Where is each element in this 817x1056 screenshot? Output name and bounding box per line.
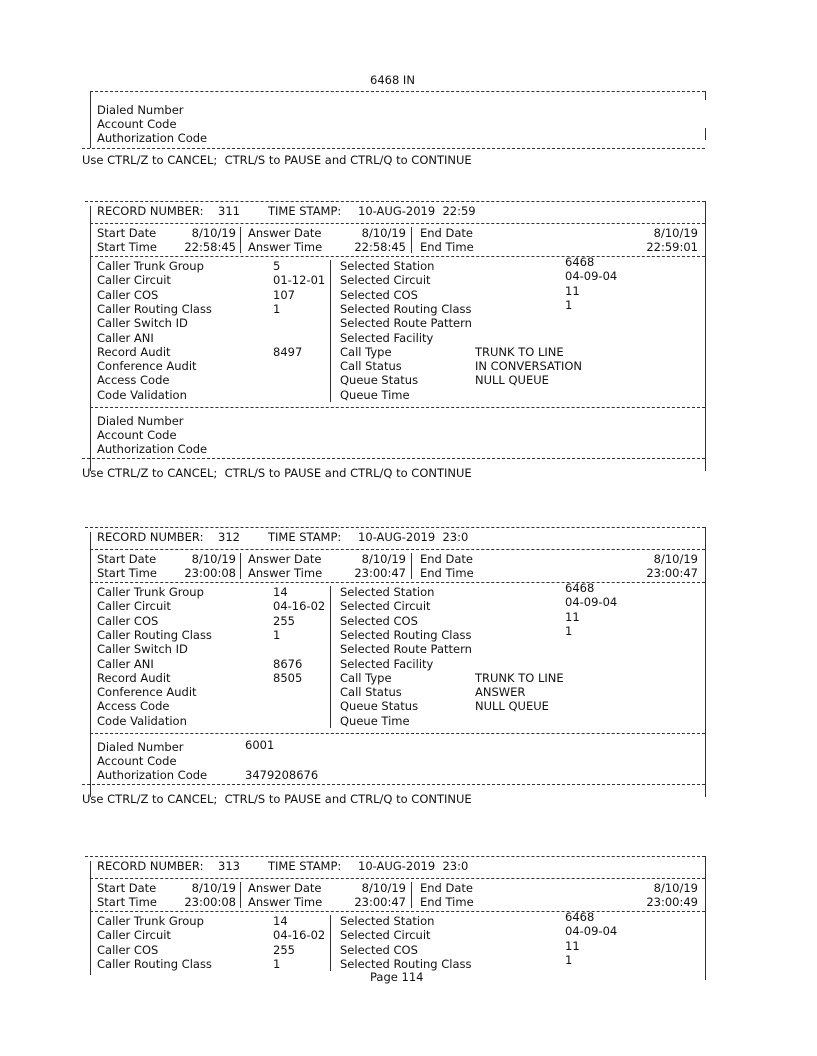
caller-field-label: Record Audit <box>97 670 171 685</box>
end-time: 23:00:47 <box>646 566 698 580</box>
border <box>240 882 241 908</box>
authorization-code: 3479208676 <box>245 768 319 782</box>
selected-field-value: NULL QUEUE <box>475 699 549 714</box>
authorization-code-label: Authorization Code <box>97 131 208 145</box>
border <box>705 856 706 980</box>
caller-field-value: 14 <box>273 585 288 599</box>
end-time-label: End Time <box>420 240 474 254</box>
divider <box>85 201 705 202</box>
start-time-label: Start Time <box>97 895 157 909</box>
selected-field-value: NULL QUEUE <box>475 373 549 388</box>
record-number-label: RECORD NUMBER: <box>97 859 204 873</box>
caller-field-label: Caller Circuit <box>97 928 171 943</box>
ctrl-hint: Use CTRL/Z to CANCEL; CTRL/S to PAUSE and CTRL/Q to CONTINUE <box>82 466 472 480</box>
account-code-label: Account Code <box>97 428 177 442</box>
end-date-label: End Date <box>420 881 473 895</box>
border <box>240 553 241 579</box>
caller-field-label: Caller Trunk Group <box>97 914 204 928</box>
selected-field-label: Call Type <box>340 344 392 359</box>
caller-field-value: 255 <box>273 942 295 957</box>
caller-field-value: 04-16-02 <box>273 599 326 614</box>
answer-date: 8/10/19 <box>361 552 406 566</box>
divider <box>85 856 705 857</box>
border <box>705 128 706 140</box>
selected-field-value: IN CONVERSATION <box>475 359 583 374</box>
caller-field-value: 8497 <box>273 344 303 359</box>
answer-time-label: Answer Time <box>248 566 323 580</box>
caller-field-value: 107 <box>273 287 295 302</box>
selected-field-value: ANSWER <box>475 685 526 700</box>
end-time: 22:59:01 <box>646 240 698 254</box>
caller-field-label: Caller Routing Class <box>97 956 212 971</box>
start-time: 23:00:08 <box>184 566 236 580</box>
caller-field-value: 8676 <box>273 656 303 671</box>
caller-field-value: 1 <box>273 956 281 971</box>
divider <box>90 549 705 550</box>
caller-field-label: Caller Circuit <box>97 599 171 614</box>
selected-field-label: Selected Station <box>340 259 435 273</box>
caller-field-value: 14 <box>273 914 288 928</box>
end-date-label: End Date <box>420 226 473 240</box>
selected-field-value: 04-09-04 <box>565 269 618 284</box>
end-date-label: End Date <box>420 552 473 566</box>
end-date: 8/10/19 <box>653 552 698 566</box>
answer-time: 22:58:45 <box>354 240 406 254</box>
account-code-label: Account Code <box>97 117 177 131</box>
start-time: 22:58:45 <box>184 240 236 254</box>
divider <box>82 784 705 785</box>
caller-field-label: Access Code <box>97 373 170 388</box>
dialed-number-label: Dialed Number <box>97 740 184 754</box>
page-header: 6468 IN <box>370 73 415 87</box>
time-stamp-label: TIME STAMP: <box>268 204 342 218</box>
caller-field-label: Caller ANI <box>97 330 154 345</box>
start-date: 8/10/19 <box>191 226 236 240</box>
border <box>705 91 706 100</box>
divider <box>90 407 705 408</box>
border <box>90 532 91 797</box>
caller-field-label: Caller Circuit <box>97 273 171 288</box>
selected-field-value: 04-09-04 <box>565 924 618 939</box>
border <box>705 201 706 471</box>
caller-field-label: Caller Routing Class <box>97 627 212 642</box>
caller-field-label: Caller Trunk Group <box>97 585 204 599</box>
caller-field-label: Caller COS <box>97 613 159 628</box>
selected-field-label: Selected Station <box>340 585 435 599</box>
page-number: Page 114 <box>370 970 424 984</box>
caller-field-label: Caller Switch ID <box>97 642 188 657</box>
authorization-code-label: Authorization Code <box>97 442 208 456</box>
answer-date-label: Answer Date <box>248 552 322 566</box>
selected-field-label: Call Status <box>340 359 402 374</box>
caller-field-label: Caller COS <box>97 942 159 957</box>
record-number: 312 <box>218 530 240 544</box>
start-date-label: Start Date <box>97 552 157 566</box>
answer-date-label: Answer Date <box>248 226 322 240</box>
selected-field-value: 1 <box>565 297 573 312</box>
selected-field-value: 6468 <box>565 581 595 595</box>
selected-field-label: Call Type <box>340 670 392 685</box>
caller-field-value: 04-16-02 <box>273 928 326 943</box>
selected-field-label: Selected Route Pattern <box>340 642 472 657</box>
caller-field-value: 8505 <box>273 670 303 685</box>
answer-date: 8/10/19 <box>361 226 406 240</box>
time-stamp: 10-AUG-2019 23:0 <box>358 859 469 873</box>
dialed-number-label: Dialed Number <box>97 103 184 117</box>
start-date-label: Start Date <box>97 226 157 240</box>
selected-field-value: 11 <box>565 283 580 298</box>
divider <box>85 527 705 528</box>
selected-field-label: Selected COS <box>340 613 418 628</box>
authorization-code-label: Authorization Code <box>97 768 208 782</box>
border <box>90 91 91 148</box>
selected-field-value: TRUNK TO LINE <box>475 670 564 685</box>
caller-field-label: Caller ANI <box>97 656 154 671</box>
caller-field-label: Caller Switch ID <box>97 316 188 331</box>
selected-field-label: Selected Routing Class <box>340 627 472 642</box>
border <box>330 915 331 971</box>
caller-field-label: Caller Trunk Group <box>97 259 204 273</box>
selected-field-label: Queue Time <box>340 713 410 728</box>
caller-field-value: 255 <box>273 613 295 628</box>
selected-field-value: 11 <box>565 609 580 624</box>
selected-field-label: Selected Facility <box>340 330 434 345</box>
divider <box>90 582 705 583</box>
border <box>330 586 331 728</box>
answer-date: 8/10/19 <box>361 881 406 895</box>
divider <box>90 91 705 92</box>
selected-field-value: 1 <box>565 952 573 967</box>
caller-field-label: Caller COS <box>97 287 159 302</box>
selected-field-label: Selected Circuit <box>340 273 431 288</box>
caller-field-label: Access Code <box>97 699 170 714</box>
caller-field-label: Caller Routing Class <box>97 301 212 316</box>
divider <box>82 458 705 459</box>
divider <box>90 223 705 224</box>
selected-field-label: Selected Routing Class <box>340 301 472 316</box>
record-number-label: RECORD NUMBER: <box>97 204 204 218</box>
start-date: 8/10/19 <box>191 552 236 566</box>
account-code-label: Account Code <box>97 754 177 768</box>
dialed-number: 6001 <box>245 738 275 752</box>
start-time-label: Start Time <box>97 240 157 254</box>
border <box>411 553 412 579</box>
border <box>411 882 412 908</box>
end-time-label: End Time <box>420 566 474 580</box>
selected-field-value: TRUNK TO LINE <box>475 344 564 359</box>
ctrl-hint: Use CTRL/Z to CANCEL; CTRL/S to PAUSE and CTRL/Q to CONTINUE <box>82 792 472 806</box>
dialed-number-label: Dialed Number <box>97 414 184 428</box>
selected-field-label: Call Status <box>340 685 402 700</box>
selected-field-label: Selected COS <box>340 287 418 302</box>
caller-field-value: 1 <box>273 301 281 316</box>
selected-field-label: Queue Status <box>340 373 419 388</box>
caller-field-label: Conference Audit <box>97 685 197 700</box>
time-stamp-label: TIME STAMP: <box>268 859 342 873</box>
end-date: 8/10/19 <box>653 881 698 895</box>
divider <box>90 878 705 879</box>
record-number-label: RECORD NUMBER: <box>97 530 204 544</box>
caller-field-label: Code Validation <box>97 387 187 402</box>
selected-field-value: 11 <box>565 938 580 953</box>
caller-field-value: 5 <box>273 259 281 273</box>
border <box>240 227 241 253</box>
selected-field-label: Selected Circuit <box>340 928 431 943</box>
caller-field-value: 1 <box>273 627 281 642</box>
divider <box>82 148 705 149</box>
selected-field-label: Queue Status <box>340 699 419 714</box>
answer-time: 23:00:47 <box>354 895 406 909</box>
divider <box>90 256 705 257</box>
caller-field-label: Conference Audit <box>97 359 197 374</box>
divider <box>90 911 705 912</box>
end-time: 23:00:49 <box>646 895 698 909</box>
answer-date-label: Answer Date <box>248 881 322 895</box>
selected-field-value: 1 <box>565 623 573 638</box>
end-time-label: End Time <box>420 895 474 909</box>
selected-field-label: Queue Time <box>340 387 410 402</box>
record-number: 311 <box>218 204 240 218</box>
selected-field-label: Selected COS <box>340 942 418 957</box>
time-stamp: 10-AUG-2019 22:59 <box>358 204 476 218</box>
start-date-label: Start Date <box>97 881 157 895</box>
selected-field-label: Selected Circuit <box>340 599 431 614</box>
caller-field-value: 01-12-01 <box>273 273 326 288</box>
selected-field-value: 6468 <box>565 255 595 269</box>
selected-field-label: Selected Station <box>340 914 435 928</box>
caller-field-label: Code Validation <box>97 713 187 728</box>
answer-time: 23:00:47 <box>354 566 406 580</box>
time-stamp-label: TIME STAMP: <box>268 530 342 544</box>
record-number: 313 <box>218 859 240 873</box>
ctrl-hint: Use CTRL/Z to CANCEL; CTRL/S to PAUSE and CTRL/Q to CONTINUE <box>82 153 472 167</box>
selected-field-label: Selected Routing Class <box>340 956 472 971</box>
caller-field-label: Record Audit <box>97 344 171 359</box>
answer-time-label: Answer Time <box>248 895 323 909</box>
border <box>411 227 412 253</box>
start-time-label: Start Time <box>97 566 157 580</box>
selected-field-label: Selected Facility <box>340 656 434 671</box>
selected-field-label: Selected Route Pattern <box>340 316 472 331</box>
divider <box>90 733 705 734</box>
selected-field-value: 04-09-04 <box>565 595 618 610</box>
border <box>90 206 91 471</box>
start-time: 23:00:08 <box>184 895 236 909</box>
selected-field-value: 6468 <box>565 910 595 924</box>
start-date: 8/10/19 <box>191 881 236 895</box>
time-stamp: 10-AUG-2019 23:0 <box>358 530 469 544</box>
border <box>330 260 331 402</box>
end-date: 8/10/19 <box>653 226 698 240</box>
answer-time-label: Answer Time <box>248 240 323 254</box>
border <box>705 527 706 797</box>
